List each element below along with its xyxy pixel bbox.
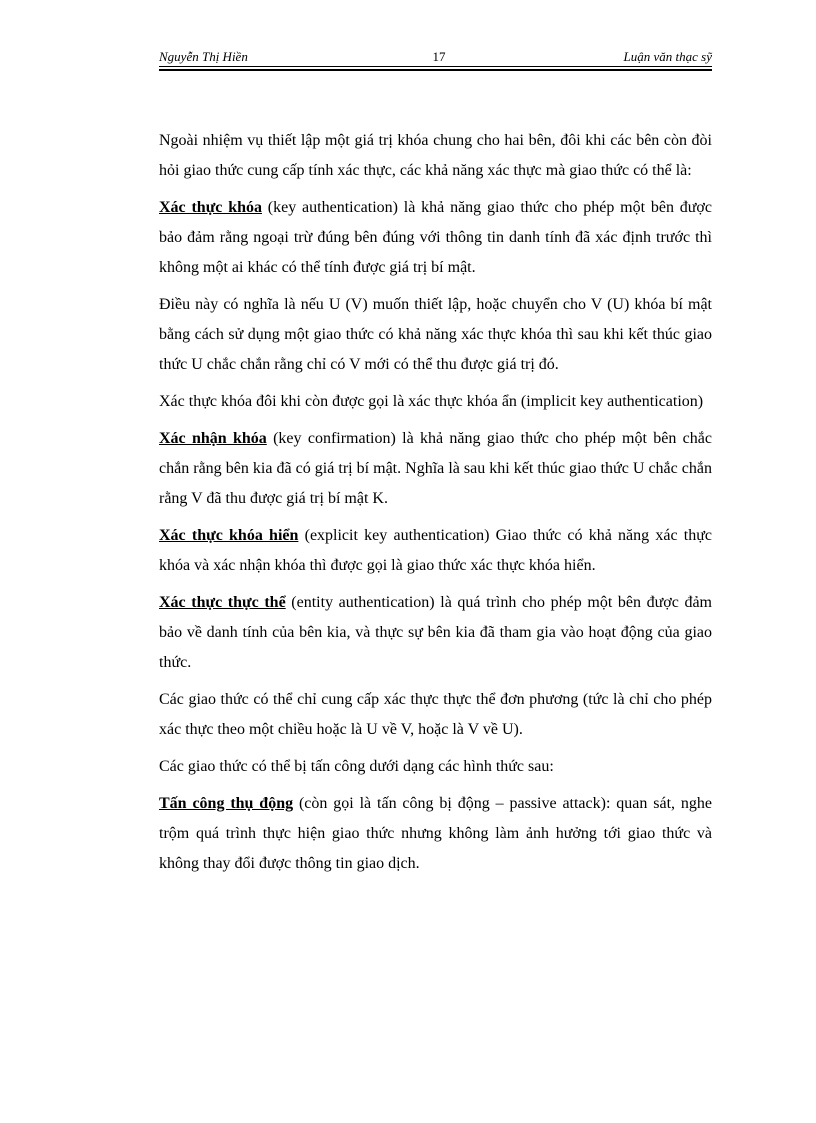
paragraph-text: (explicit key authentication) Giao thức có khả năng xác thực khóa và xác nhận khóa thì được gọi là giao thức xác thực khóa hiển.: [159, 527, 712, 574]
paragraph-passive-attack: [159, 789, 712, 879]
paragraph-text: Các giao thức có thể chỉ cung cấp xác thực thực thể đơn phương (tức là chỉ cho phép xác thực theo một chiều hoặc là U về V, hoặc là V về U).: [159, 691, 712, 738]
term-key-confirmation: Xác nhận khóa: [159, 430, 267, 447]
paragraph-text: (key authentication) là khả năng giao thức cho phép một bên được bảo đảm rằng ngoại trừ đúng bên đúng với thông tin danh tính đã xác định trước thì không một ai khác có thể tính được giá trị bí mật.: [159, 199, 712, 276]
page-header: [159, 48, 712, 66]
term-explicit-key-authentication: Xác thực khóa hiển: [159, 527, 299, 544]
paragraph-text: (còn gọi là tấn công bị động – passive attack): quan sát, nghe trộm quá trình thực hiện giao thức nhưng không làm ảnh hưởng tới giao thức và không thay đổi được thông tin giao dịch.: [159, 795, 712, 872]
paragraph-text: Ngoài nhiệm vụ thiết lập một giá trị khóa chung cho hai bên, đôi khi các bên còn đòi hỏi giao thức cung cấp tính xác thực, các khả năng xác thực mà giao thức có thể là:: [159, 132, 712, 179]
paragraph-text: (entity authentication) là quá trình cho phép một bên được đảm bảo về danh tính của bên kia, và thực sự bên kia đã tham gia vào hoạt động của giao thức.: [159, 594, 712, 671]
paragraph-implicit-key-auth: [159, 387, 712, 417]
header-rule-thin: [159, 66, 712, 67]
body-text: [159, 126, 712, 886]
term-entity-authentication: Xác thực thực thể: [159, 594, 286, 611]
paragraph-explicit-key-auth: [159, 521, 712, 581]
paragraph-entity-authentication: [159, 588, 712, 678]
paragraph-unilateral-auth: [159, 685, 712, 745]
term-key-authentication: Xác thực khóa: [159, 199, 262, 216]
header-rule-thick: [159, 69, 712, 71]
paragraph-text: Điều này có nghĩa là nếu U (V) muốn thiết lập, hoặc chuyển cho V (U) khóa bí mật bằng cách sử dụng một giao thức có khả năng xác thực khóa thì sau khi kết thúc giao thức U chắc chắn rằng chỉ có V mới có thể thu được giá trị đó.: [159, 296, 712, 373]
paragraph-text: Các giao thức có thể bị tấn công dưới dạng các hình thức sau:: [159, 758, 554, 775]
page-number: 17: [432, 49, 446, 64]
paragraph-text: Xác thực khóa đôi khi còn được gọi là xác thực khóa ẩn (implicit key authentication): [159, 393, 704, 410]
paragraph-key-authentication: [159, 193, 712, 283]
paragraph-key-auth-meaning: [159, 290, 712, 380]
paragraph-text: (key confirmation) là khả năng giao thức cho phép một bên chắc chắn rằng bên kia đã có giá trị bí mật. Nghĩa là sau khi kết thúc giao thức U chắc chắn rằng V đã thu được giá trị bí mật K.: [159, 430, 712, 507]
paragraph-key-confirmation: [159, 424, 712, 514]
header-thesis-title: Luận văn thạc sỹ: [623, 49, 712, 64]
header-author: Nguyễn Thị Hiền: [159, 49, 248, 64]
paragraph-attack-intro: [159, 752, 712, 782]
paragraph-intro: [159, 126, 712, 186]
term-passive-attack: Tấn công thụ động: [159, 795, 294, 812]
